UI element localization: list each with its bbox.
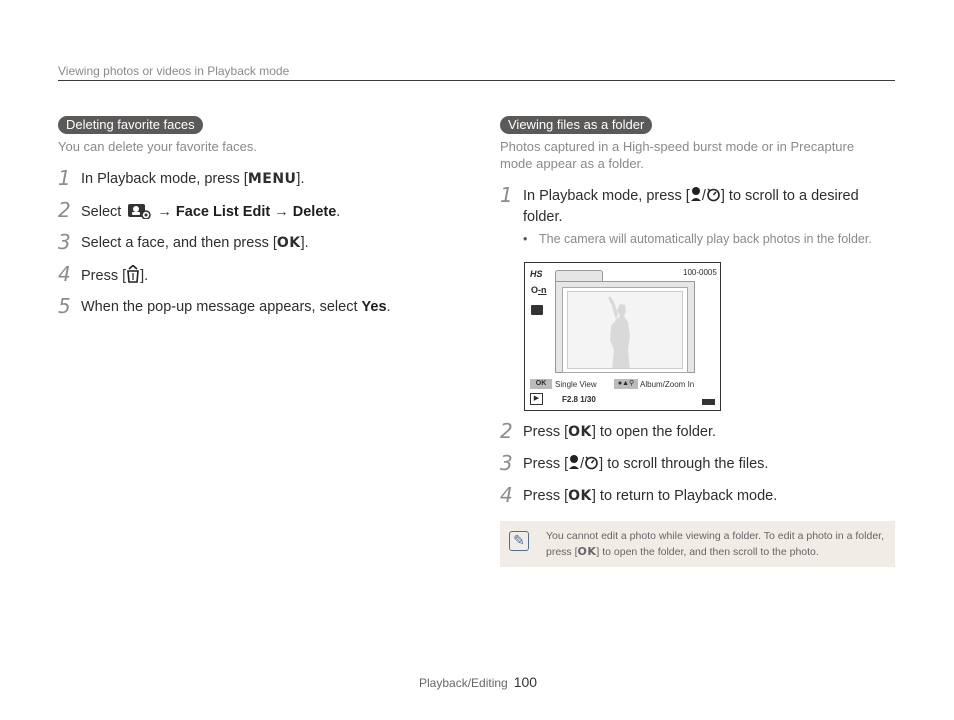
menu-option-face-list-edit: Face List Edit — [175, 204, 271, 220]
trash-icon — [126, 265, 140, 283]
step-text-pre: Press [ — [523, 424, 569, 440]
protect-key-icon: O-n — [531, 285, 547, 295]
step-text-post: ] to open the folder. — [591, 424, 717, 440]
face-settings-icon — [127, 201, 151, 219]
folder-thumbnail — [567, 291, 683, 369]
page-number: 100 — [513, 674, 538, 690]
step-text-pre: Press [ — [523, 488, 569, 504]
step-text-post: ] to scroll to a desired folder. — [523, 188, 859, 225]
section-title-viewing-folder: Viewing files as a folder — [500, 116, 652, 134]
page-header-title: Viewing photos or videos in Playback mode — [58, 64, 290, 78]
step-text — [523, 422, 716, 443]
note-text-pre: press [ — [546, 546, 578, 558]
arrow: → — [274, 204, 289, 220]
step-text-pre: Press [ — [81, 268, 127, 284]
bullet-text: The camera will automatically play back photos in the folder. — [539, 232, 872, 246]
step-text-post: ]. — [140, 268, 149, 284]
step-text-post: ] to scroll through the files. — [599, 456, 769, 472]
ok-button-label: OK — [530, 379, 552, 389]
left-intro: You can delete your favorite faces. — [58, 139, 257, 154]
right-step-3 — [500, 451, 769, 475]
single-view-label: Single View — [555, 380, 597, 389]
step-text-post: . — [336, 204, 341, 220]
step-text: In Playback mode, press [ / ] to scroll to a desired folder. — [523, 188, 859, 225]
option-yes: Yes — [361, 299, 387, 315]
timer-icon — [706, 187, 721, 202]
step-text-post: ] to return to Playback mode. — [591, 488, 778, 504]
step-number: 3 — [500, 451, 513, 475]
step-number: 2 — [58, 198, 71, 222]
step-text-pre: In Playback mode, press [ — [81, 171, 248, 187]
step-number: 2 — [500, 419, 513, 443]
aperture-shutter-value: F2.8 1/30 — [562, 395, 596, 404]
step-number: 1 — [58, 166, 71, 190]
step-text — [81, 201, 340, 223]
person-silhouette-image — [568, 292, 683, 369]
zoom-control-icon: ●▲⚲ — [614, 379, 638, 389]
note-text — [546, 528, 886, 560]
right-step-4 — [500, 483, 778, 507]
arrow: → — [157, 204, 172, 220]
timer-icon — [584, 455, 599, 470]
step-text-pre: Press [ — [523, 456, 569, 472]
step-text: Press [ / ] to scroll through the files. — [523, 456, 769, 472]
step-text-pre: When the pop-up message appears, select — [81, 299, 358, 315]
playback-icon: ▶ — [530, 393, 543, 405]
album-zoom-label: Album/Zoom In — [640, 380, 695, 389]
step-text-pre: Select a face, and then press [ — [81, 235, 277, 251]
right-bullet — [523, 231, 872, 247]
step-number: 4 — [58, 262, 71, 286]
right-intro: Photos captured in a High-speed burst mode or in Precapture mode appear as a folder. — [500, 139, 855, 171]
note-text-post: ] to open the folder, and then scroll to the photo. — [596, 546, 819, 558]
left-step-2 — [58, 198, 341, 223]
menu-button-glyph: MENU — [247, 171, 297, 187]
section-title-deleting-faces: Deleting favorite faces — [58, 116, 203, 134]
step-number: 5 — [58, 294, 71, 318]
left-step-5 — [58, 294, 391, 318]
ok-button-glyph: OK — [577, 545, 597, 558]
step-text-pre: In Playback mode, press [ — [523, 188, 690, 204]
face-smart-icon — [568, 454, 580, 470]
step-text — [81, 265, 148, 287]
note-pencil-icon: ✎ — [509, 531, 529, 551]
camera-screen-illustration — [524, 262, 721, 411]
step-text — [81, 169, 304, 190]
battery-icon — [702, 399, 715, 405]
ok-button-glyph: OK — [276, 235, 301, 251]
step-number: 4 — [500, 483, 513, 507]
step-text — [81, 233, 309, 254]
left-step-1 — [58, 166, 305, 190]
page-footer — [419, 674, 537, 690]
step-text — [523, 486, 777, 507]
step-number: 1 — [500, 183, 513, 207]
note-line-1: You cannot edit a photo while viewing a folder. To edit a photo in a folder, — [546, 530, 884, 542]
file-number: 100-0005 — [683, 268, 717, 277]
note-box — [500, 521, 895, 567]
face-smart-icon — [690, 186, 702, 202]
hs-mode-label: HS — [530, 269, 543, 279]
bullet-dot: • — [523, 232, 528, 246]
footer-section: Playback/Editing — [419, 676, 508, 690]
step-number: 3 — [58, 230, 71, 254]
step-text-post: ]. — [300, 235, 309, 251]
step-text — [81, 297, 391, 318]
ok-button-glyph: OK — [568, 424, 592, 440]
print-icon — [531, 305, 543, 315]
right-step-2 — [500, 419, 717, 443]
left-step-3 — [58, 230, 309, 254]
page-header — [58, 63, 895, 81]
menu-option-delete: Delete — [292, 204, 337, 220]
right-step-1 — [500, 183, 890, 228]
ok-button-glyph: OK — [568, 488, 592, 504]
step-text-post: . — [386, 299, 391, 315]
note-line-2 — [546, 544, 886, 560]
step-text-pre: Select — [81, 204, 122, 220]
step-text-post: ]. — [296, 171, 305, 187]
left-step-4 — [58, 262, 149, 287]
